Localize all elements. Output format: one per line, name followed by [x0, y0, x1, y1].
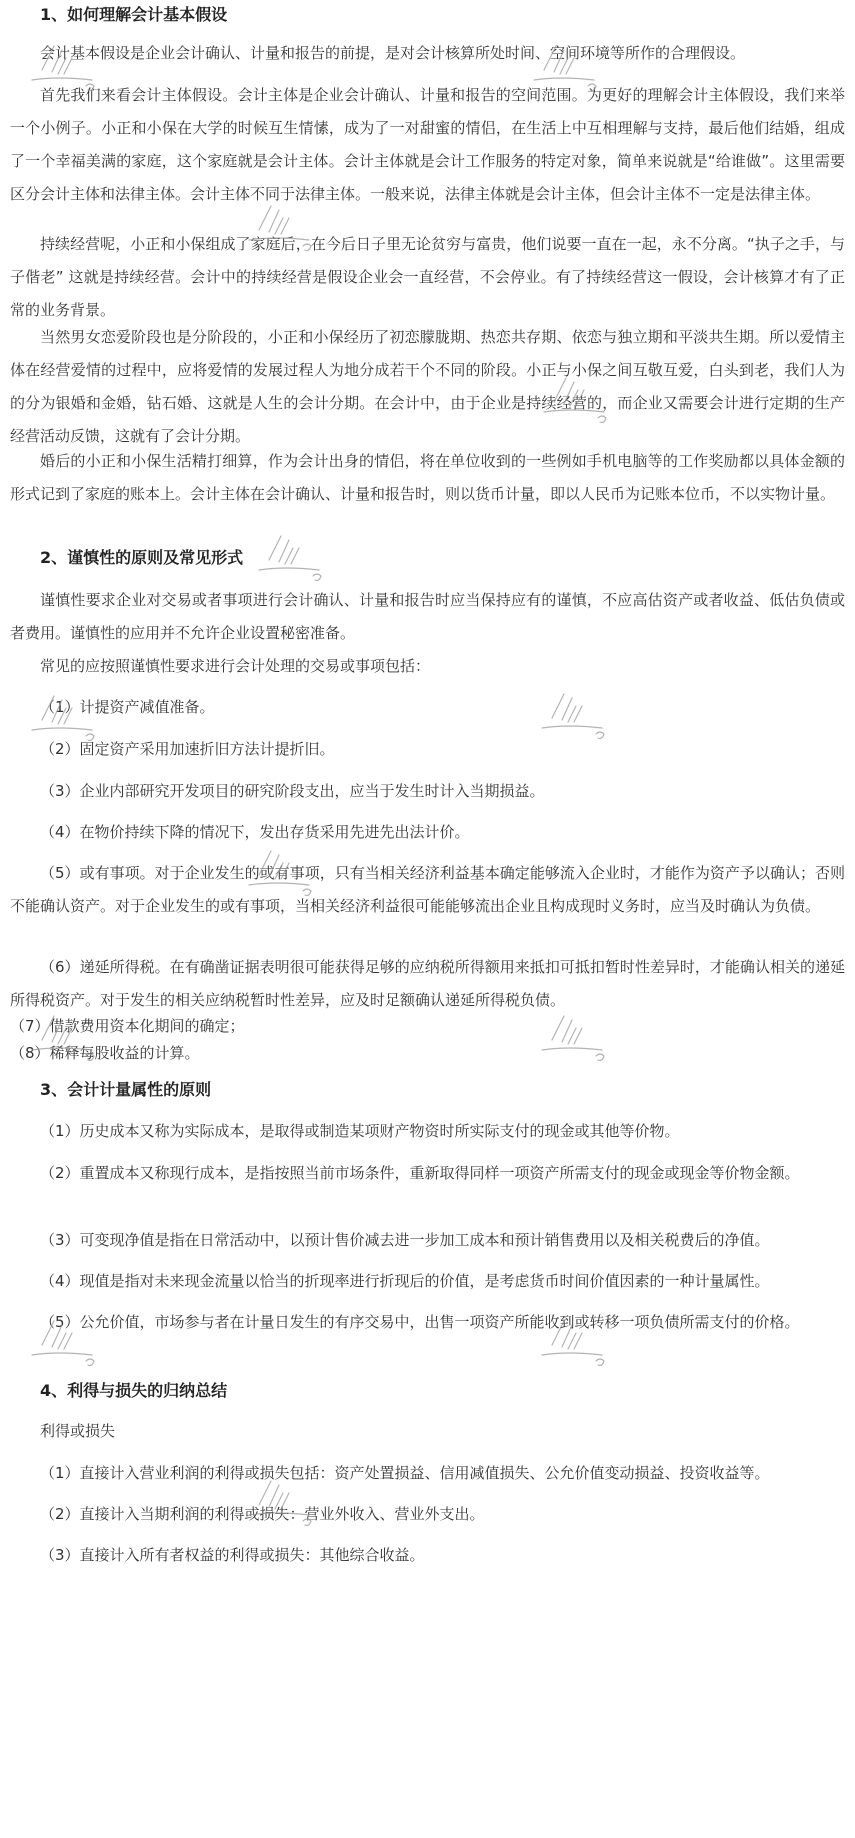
paragraph: 谨慎性要求企业对交易或者事项进行会计确认、计量和报告时应当保持应有的谨慎，不应高估资产或者收益、低估负债或者费用。谨慎性的应用并不允许企业设置秘密准备。 [10, 591, 845, 642]
section-1-title: 1、如何理解会计基本假设 [40, 5, 228, 24]
paragraph: 当然男女恋爱阶段也是分阶段的，小正和小保经历了初恋朦胧期、热恋共存期、依恋与独立期和平淡共生期。所以爱情主体在经营爱情的过程中，应将爱情的发展过程人为地分成若干个不同的阶段。小正与小保之间互敬互爱，白头到老，我们人为的分为银婚和金婚，钻石婚、这就是人生的会计分期。在会计中，由于企业是持续经营的，而企业又需要会计进行定期的生产经营活动反馈，这就有了会计分期。 [10, 328, 845, 445]
list-item: （2）直接计入当期利润的利得或损失：营业外收入、营业外支出。 [40, 1505, 485, 1523]
list-item: （2）重置成本又称现行成本，是指按照当前市场条件，重新取得同样一项资产所需支付的现金或现金等价物金额。 [40, 1164, 800, 1182]
section-2-title: 2、谨慎性的原则及常见形式 [40, 548, 244, 567]
list-item: （5）或有事项。对于企业发生的或有事项，只有当相关经济利益基本确定能够流入企业时，才能作为资产予以确认；否则不能确认资产。对于企业发生的或有事项，当相关经济利益很可能能够流出企业且构成现时义务时，应当及时确认为负债。 [10, 864, 845, 915]
subheading: 利得或损失 [40, 1422, 116, 1440]
list-item: （4）在物价持续下降的情况下，发出存货采用先进先出法计价。 [40, 823, 470, 841]
paragraph: 婚后的小正和小保生活精打细算，作为会计出身的情侣，将在单位收到的一些例如手机电脑等的工作奖励都以具体金额的形式记到了家庭的账本上。会计主体在会计确认、计量和报告时，则以货币计量，即以人民币为记账本位币，不以实物计量。 [10, 452, 845, 503]
list-item: （4）现值是指对未来现金流量以恰当的折现率进行折现后的价值，是考虑货币时间价值因素的一种计量属性。 [40, 1272, 770, 1290]
list-item: （8）稀释每股收益的计算。 [10, 1044, 200, 1062]
paragraph: 首先我们来看会计主体假设。会计主体是企业会计确认、计量和报告的空间范围。为更好的理解会计主体假设，我们来举一个小例子。小正和小保在大学的时候互生情愫，成为了一对甜蜜的情侣，在生活上中互相理解与支持，最后他们结婚，组成了一个幸福美满的家庭，这个家庭就是会计主体。会计主体就是会计工作服务的特定对象，简单来说就是“给谁做”。这里需要区分会计主体和法律主体。会计主体不同于法律主体。一般来说，法律主体就是会计主体，但会计主体不一定是法律主体。 [10, 86, 845, 203]
list-item: （3）可变现净值是指在日常活动中，以预计售价减去进一步加工成本和预计销售费用以及相关税费后的净值。 [40, 1231, 770, 1249]
list-item: （3）企业内部研究开发项目的研究阶段支出，应当于发生时计入当期损益。 [40, 782, 545, 800]
section-3-title: 3、会计计量属性的原则 [40, 1080, 212, 1099]
list-item: （6）递延所得税。在有确凿证据表明很可能获得足够的应纳税所得额用来抵扣可抵扣暂时性差异时，才能确认相关的递延所得税资产。对于发生的相关应纳税暂时性差异，应及时足额确认递延所得税负债。 [10, 958, 845, 1009]
list-item: （1）历史成本又称为实际成本，是取得或制造某项财产物资时所实际支付的现金或其他等价物。 [40, 1122, 680, 1140]
list-item: （2）固定资产采用加速折旧方法计提折旧。 [40, 740, 335, 758]
paragraph: 持续经营呢，小正和小保组成了家庭后，在今后日子里无论贫穷与富贵，他们说要一直在一起，永不分离。“执子之手，与子偕老” 这就是持续经营。会计中的持续经营是假设企业会一直经营，不会停业。有了持续经营这一假设，会计核算才有了正常的业务背景。 [10, 235, 845, 319]
pen-stroke-watermark-icon [255, 530, 335, 588]
paragraph: 常见的应按照谨慎性要求进行会计处理的交易或事项包括： [40, 657, 431, 675]
list-item: （3）直接计入所有者权益的利得或损失：其他综合收益。 [40, 1546, 425, 1564]
list-item: （1）计提资产减值准备。 [40, 698, 215, 716]
section-4-title: 4、利得与损失的归纳总结 [40, 1381, 228, 1400]
list-item: （5）公允价值，市场参与者在计量日发生的有序交易中，出售一项资产所能收到或转移一项负债所需支付的价格。 [40, 1313, 800, 1331]
list-item: （1）直接计入营业利润的利得或损失包括：资产处置损益、信用减值损失、公允价值变动损益、投资收益等。 [40, 1464, 770, 1482]
paragraph: 会计基本假设是企业会计确认、计量和报告的前提，是对会计核算所处时间、空间环境等所作的合理假设。 [40, 44, 746, 62]
list-item: （7）借款费用资本化期间的确定； [10, 1017, 245, 1035]
